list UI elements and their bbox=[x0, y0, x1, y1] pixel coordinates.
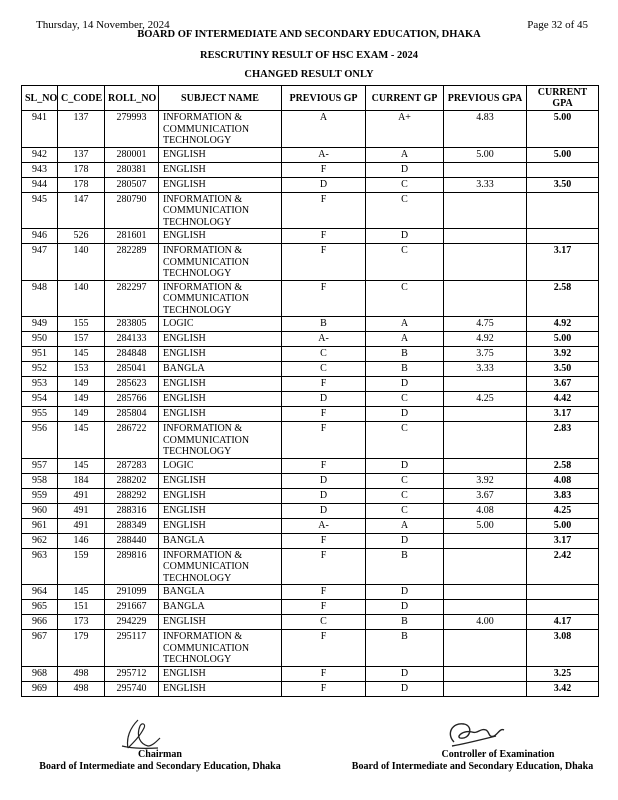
cell-current-gpa: 3.17 bbox=[527, 407, 599, 422]
cell-current-gp: C bbox=[366, 488, 444, 503]
table-row bbox=[22, 317, 599, 332]
cell-previous-gp: D bbox=[282, 473, 366, 488]
cell-sl-no: 954 bbox=[22, 392, 58, 407]
cell-roll-no: 280381 bbox=[105, 162, 159, 177]
table-row bbox=[22, 585, 599, 600]
print-date: Thursday, 14 November, 2024 bbox=[36, 19, 170, 31]
cell-previous-gp: F bbox=[282, 422, 366, 459]
cell-subject-name: ENGLISH bbox=[159, 177, 282, 192]
cell-roll-no: 285804 bbox=[105, 407, 159, 422]
controller-title: Controller of Examination bbox=[441, 749, 555, 760]
cell-roll-no: 289816 bbox=[105, 548, 159, 585]
cell-subject-name: ENGLISH bbox=[159, 503, 282, 518]
cell-current-gp: C bbox=[366, 192, 444, 229]
cell-sl-no: 966 bbox=[22, 615, 58, 630]
cell-previous-gpa: 3.92 bbox=[444, 473, 527, 488]
table-row bbox=[22, 473, 599, 488]
exam-title: RESCRUTINY RESULT OF HSC EXAM - 2024 bbox=[199, 50, 418, 61]
table-row bbox=[22, 347, 599, 362]
cell-roll-no: 280001 bbox=[105, 147, 159, 162]
cell-current-gpa: 5.00 bbox=[527, 147, 599, 162]
cell-current-gp: D bbox=[366, 681, 444, 696]
cell-current-gp: D bbox=[366, 458, 444, 473]
cell-sl-no: 950 bbox=[22, 332, 58, 347]
board-title: BOARD OF INTERMEDIATE AND SECONDARY EDUCATION, DHAKA bbox=[137, 29, 481, 40]
cell-roll-no: 288440 bbox=[105, 533, 159, 548]
controller-signature bbox=[440, 716, 520, 750]
cell-c-code: 498 bbox=[58, 666, 105, 681]
col-current-gp: CURRENT GP bbox=[366, 86, 444, 111]
table-row bbox=[22, 422, 599, 459]
cell-sl-no: 946 bbox=[22, 229, 58, 244]
cell-roll-no: 285623 bbox=[105, 377, 159, 392]
cell-previous-gp: C bbox=[282, 347, 366, 362]
cell-subject-name: INFORMATION & COMMUNICATION TECHNOLOGY bbox=[159, 244, 282, 281]
cell-sl-no: 948 bbox=[22, 280, 58, 317]
header-row bbox=[22, 86, 599, 111]
cell-previous-gp: F bbox=[282, 585, 366, 600]
cell-subject-name: INFORMATION & COMMUNICATION TECHNOLOGY bbox=[159, 422, 282, 459]
cell-sl-no: 967 bbox=[22, 630, 58, 667]
cell-previous-gp: F bbox=[282, 280, 366, 317]
cell-roll-no: 284848 bbox=[105, 347, 159, 362]
cell-current-gpa: 3.17 bbox=[527, 533, 599, 548]
cell-previous-gpa: 3.75 bbox=[444, 347, 527, 362]
cell-previous-gpa bbox=[444, 162, 527, 177]
cell-previous-gpa bbox=[444, 192, 527, 229]
cell-roll-no: 283805 bbox=[105, 317, 159, 332]
cell-subject-name: ENGLISH bbox=[159, 377, 282, 392]
cell-subject-name: ENGLISH bbox=[159, 473, 282, 488]
cell-current-gp: A bbox=[366, 147, 444, 162]
cell-sl-no: 944 bbox=[22, 177, 58, 192]
cell-subject-name: ENGLISH bbox=[159, 229, 282, 244]
cell-c-code: 149 bbox=[58, 392, 105, 407]
cell-current-gpa bbox=[527, 600, 599, 615]
table-row bbox=[22, 332, 599, 347]
table-row bbox=[22, 244, 599, 281]
cell-sl-no: 952 bbox=[22, 362, 58, 377]
cell-current-gpa: 4.92 bbox=[527, 317, 599, 332]
cell-c-code: 145 bbox=[58, 422, 105, 459]
table-row bbox=[22, 392, 599, 407]
report-subtitle: CHANGED RESULT ONLY bbox=[244, 69, 374, 80]
cell-subject-name: BANGLA bbox=[159, 533, 282, 548]
cell-current-gp: D bbox=[366, 407, 444, 422]
cell-sl-no: 942 bbox=[22, 147, 58, 162]
cell-previous-gp: C bbox=[282, 362, 366, 377]
table-row bbox=[22, 666, 599, 681]
cell-sl-no: 943 bbox=[22, 162, 58, 177]
cell-sl-no: 965 bbox=[22, 600, 58, 615]
cell-sl-no: 963 bbox=[22, 548, 58, 585]
cell-previous-gp: F bbox=[282, 377, 366, 392]
cell-previous-gpa: 5.00 bbox=[444, 147, 527, 162]
cell-sl-no: 959 bbox=[22, 488, 58, 503]
cell-current-gpa: 4.25 bbox=[527, 503, 599, 518]
results-table bbox=[21, 85, 599, 697]
table-row bbox=[22, 458, 599, 473]
cell-current-gpa bbox=[527, 162, 599, 177]
table-body bbox=[22, 111, 599, 697]
cell-current-gpa: 5.00 bbox=[527, 518, 599, 533]
cell-sl-no: 957 bbox=[22, 458, 58, 473]
cell-roll-no: 288316 bbox=[105, 503, 159, 518]
cell-subject-name: INFORMATION & COMMUNICATION TECHNOLOGY bbox=[159, 111, 282, 148]
cell-subject-name: BANGLA bbox=[159, 362, 282, 377]
table-row bbox=[22, 488, 599, 503]
cell-roll-no: 287283 bbox=[105, 458, 159, 473]
page-number: Page 32 of 45 bbox=[527, 19, 588, 31]
table-row bbox=[22, 681, 599, 696]
cell-roll-no: 282289 bbox=[105, 244, 159, 281]
cell-current-gpa: 3.42 bbox=[527, 681, 599, 696]
cell-c-code: 137 bbox=[58, 147, 105, 162]
cell-current-gp: C bbox=[366, 244, 444, 281]
cell-sl-no: 941 bbox=[22, 111, 58, 148]
cell-current-gp: A+ bbox=[366, 111, 444, 148]
cell-subject-name: ENGLISH bbox=[159, 147, 282, 162]
cell-previous-gp: F bbox=[282, 666, 366, 681]
cell-previous-gp: A- bbox=[282, 518, 366, 533]
table-row bbox=[22, 280, 599, 317]
cell-previous-gpa bbox=[444, 458, 527, 473]
cell-c-code: 140 bbox=[58, 280, 105, 317]
cell-current-gpa: 3.92 bbox=[527, 347, 599, 362]
table-row bbox=[22, 503, 599, 518]
cell-roll-no: 285041 bbox=[105, 362, 159, 377]
cell-c-code: 145 bbox=[58, 347, 105, 362]
cell-roll-no: 279993 bbox=[105, 111, 159, 148]
cell-sl-no: 951 bbox=[22, 347, 58, 362]
cell-roll-no: 281601 bbox=[105, 229, 159, 244]
cell-sl-no: 947 bbox=[22, 244, 58, 281]
cell-previous-gpa: 4.08 bbox=[444, 503, 527, 518]
cell-current-gp: D bbox=[366, 600, 444, 615]
cell-previous-gp: F bbox=[282, 600, 366, 615]
cell-subject-name: ENGLISH bbox=[159, 407, 282, 422]
cell-previous-gpa bbox=[444, 280, 527, 317]
cell-previous-gpa: 5.00 bbox=[444, 518, 527, 533]
cell-c-code: 140 bbox=[58, 244, 105, 281]
chairman-org: Board of Intermediate and Secondary Education, Dhaka bbox=[39, 761, 281, 772]
cell-subject-name: ENGLISH bbox=[159, 392, 282, 407]
cell-previous-gp: B bbox=[282, 317, 366, 332]
cell-current-gp: C bbox=[366, 503, 444, 518]
cell-previous-gpa: 4.83 bbox=[444, 111, 527, 148]
cell-current-gp: D bbox=[366, 229, 444, 244]
cell-subject-name: ENGLISH bbox=[159, 347, 282, 362]
cell-subject-name: BANGLA bbox=[159, 585, 282, 600]
table-row bbox=[22, 177, 599, 192]
cell-c-code: 149 bbox=[58, 407, 105, 422]
cell-current-gp: C bbox=[366, 473, 444, 488]
cell-current-gp: B bbox=[366, 362, 444, 377]
col-c-code: C_CODE bbox=[58, 86, 105, 111]
cell-c-code: 151 bbox=[58, 600, 105, 615]
cell-roll-no: 282297 bbox=[105, 280, 159, 317]
cell-subject-name: ENGLISH bbox=[159, 162, 282, 177]
cell-c-code: 153 bbox=[58, 362, 105, 377]
cell-previous-gp: D bbox=[282, 177, 366, 192]
cell-subject-name: LOGIC bbox=[159, 317, 282, 332]
cell-previous-gpa: 3.33 bbox=[444, 177, 527, 192]
cell-sl-no: 953 bbox=[22, 377, 58, 392]
cell-c-code: 526 bbox=[58, 229, 105, 244]
cell-c-code: 157 bbox=[58, 332, 105, 347]
cell-previous-gp: F bbox=[282, 229, 366, 244]
cell-previous-gpa: 4.00 bbox=[444, 615, 527, 630]
cell-current-gpa: 3.25 bbox=[527, 666, 599, 681]
cell-previous-gp: F bbox=[282, 630, 366, 667]
col-subject-name: SUBJECT NAME bbox=[159, 86, 282, 111]
cell-previous-gpa bbox=[444, 600, 527, 615]
cell-previous-gpa bbox=[444, 229, 527, 244]
cell-current-gp: D bbox=[366, 666, 444, 681]
cell-sl-no: 949 bbox=[22, 317, 58, 332]
cell-roll-no: 280507 bbox=[105, 177, 159, 192]
cell-roll-no: 294229 bbox=[105, 615, 159, 630]
cell-c-code: 178 bbox=[58, 177, 105, 192]
cell-previous-gpa: 4.25 bbox=[444, 392, 527, 407]
cell-c-code: 173 bbox=[58, 615, 105, 630]
cell-sl-no: 964 bbox=[22, 585, 58, 600]
cell-subject-name: INFORMATION & COMMUNICATION TECHNOLOGY bbox=[159, 192, 282, 229]
cell-previous-gp: F bbox=[282, 533, 366, 548]
cell-current-gp: B bbox=[366, 347, 444, 362]
table-row bbox=[22, 362, 599, 377]
cell-current-gpa: 4.08 bbox=[527, 473, 599, 488]
chairman-signature bbox=[100, 718, 170, 752]
cell-roll-no: 295740 bbox=[105, 681, 159, 696]
cell-previous-gpa bbox=[444, 422, 527, 459]
cell-roll-no: 286722 bbox=[105, 422, 159, 459]
col-roll-no: ROLL_NO bbox=[105, 86, 159, 111]
cell-subject-name: INFORMATION & COMMUNICATION TECHNOLOGY bbox=[159, 630, 282, 667]
table-row bbox=[22, 630, 599, 667]
table-row bbox=[22, 229, 599, 244]
cell-previous-gpa bbox=[444, 585, 527, 600]
cell-sl-no: 960 bbox=[22, 503, 58, 518]
cell-previous-gp: F bbox=[282, 407, 366, 422]
cell-previous-gpa bbox=[444, 533, 527, 548]
cell-previous-gpa: 3.67 bbox=[444, 488, 527, 503]
cell-sl-no: 969 bbox=[22, 681, 58, 696]
cell-roll-no: 291099 bbox=[105, 585, 159, 600]
cell-previous-gp: C bbox=[282, 615, 366, 630]
cell-roll-no: 295117 bbox=[105, 630, 159, 667]
cell-subject-name: ENGLISH bbox=[159, 681, 282, 696]
cell-c-code: 159 bbox=[58, 548, 105, 585]
cell-c-code: 178 bbox=[58, 162, 105, 177]
cell-current-gp: C bbox=[366, 422, 444, 459]
cell-sl-no: 968 bbox=[22, 666, 58, 681]
cell-subject-name: BANGLA bbox=[159, 600, 282, 615]
table-row bbox=[22, 377, 599, 392]
cell-roll-no: 280790 bbox=[105, 192, 159, 229]
cell-previous-gp: F bbox=[282, 244, 366, 281]
cell-current-gpa: 3.50 bbox=[527, 362, 599, 377]
col-previous-gpa: PREVIOUS GPA bbox=[444, 86, 527, 111]
cell-previous-gp: F bbox=[282, 458, 366, 473]
cell-subject-name: INFORMATION & COMMUNICATION TECHNOLOGY bbox=[159, 280, 282, 317]
cell-roll-no: 288202 bbox=[105, 473, 159, 488]
cell-current-gpa: 4.42 bbox=[527, 392, 599, 407]
cell-current-gp: D bbox=[366, 533, 444, 548]
cell-c-code: 184 bbox=[58, 473, 105, 488]
cell-roll-no: 291667 bbox=[105, 600, 159, 615]
cell-previous-gpa: 4.75 bbox=[444, 317, 527, 332]
cell-current-gp: D bbox=[366, 377, 444, 392]
controller-org: Board of Intermediate and Secondary Education, Dhaka bbox=[351, 761, 594, 772]
cell-previous-gp: F bbox=[282, 162, 366, 177]
cell-c-code: 491 bbox=[58, 488, 105, 503]
cell-current-gpa: 2.42 bbox=[527, 548, 599, 585]
cell-current-gpa: 5.00 bbox=[527, 332, 599, 347]
cell-c-code: 491 bbox=[58, 518, 105, 533]
cell-subject-name: ENGLISH bbox=[159, 518, 282, 533]
cell-subject-name: ENGLISH bbox=[159, 615, 282, 630]
cell-previous-gpa bbox=[444, 666, 527, 681]
cell-c-code: 179 bbox=[58, 630, 105, 667]
cell-subject-name: ENGLISH bbox=[159, 488, 282, 503]
table-row bbox=[22, 533, 599, 548]
cell-current-gpa: 3.08 bbox=[527, 630, 599, 667]
table-row bbox=[22, 192, 599, 229]
cell-previous-gp: A- bbox=[282, 332, 366, 347]
cell-c-code: 149 bbox=[58, 377, 105, 392]
table-row bbox=[22, 162, 599, 177]
chairman-title: Chairman bbox=[138, 749, 182, 760]
cell-current-gp: D bbox=[366, 585, 444, 600]
cell-sl-no: 955 bbox=[22, 407, 58, 422]
cell-previous-gpa bbox=[444, 377, 527, 392]
cell-previous-gp: F bbox=[282, 192, 366, 229]
table-row bbox=[22, 600, 599, 615]
cell-current-gpa: 3.17 bbox=[527, 244, 599, 281]
cell-previous-gp: A bbox=[282, 111, 366, 148]
cell-sl-no: 945 bbox=[22, 192, 58, 229]
cell-current-gpa: 2.58 bbox=[527, 280, 599, 317]
cell-current-gpa: 5.00 bbox=[527, 111, 599, 148]
cell-current-gp: A bbox=[366, 332, 444, 347]
cell-roll-no: 285766 bbox=[105, 392, 159, 407]
cell-roll-no: 284133 bbox=[105, 332, 159, 347]
table-row bbox=[22, 407, 599, 422]
cell-previous-gpa bbox=[444, 244, 527, 281]
cell-c-code: 137 bbox=[58, 111, 105, 148]
cell-current-gpa bbox=[527, 585, 599, 600]
cell-previous-gpa bbox=[444, 407, 527, 422]
cell-current-gpa: 4.17 bbox=[527, 615, 599, 630]
cell-c-code: 146 bbox=[58, 533, 105, 548]
cell-current-gp: B bbox=[366, 630, 444, 667]
cell-previous-gpa bbox=[444, 548, 527, 585]
table-row bbox=[22, 111, 599, 148]
cell-current-gp: C bbox=[366, 177, 444, 192]
cell-previous-gpa bbox=[444, 630, 527, 667]
cell-c-code: 498 bbox=[58, 681, 105, 696]
col-sl-no: SL_NO bbox=[22, 86, 58, 111]
cell-current-gpa: 2.58 bbox=[527, 458, 599, 473]
cell-previous-gp: A- bbox=[282, 147, 366, 162]
cell-c-code: 155 bbox=[58, 317, 105, 332]
cell-sl-no: 961 bbox=[22, 518, 58, 533]
cell-previous-gp: F bbox=[282, 681, 366, 696]
cell-roll-no: 295712 bbox=[105, 666, 159, 681]
cell-c-code: 145 bbox=[58, 585, 105, 600]
cell-current-gpa: 3.67 bbox=[527, 377, 599, 392]
cell-current-gp: C bbox=[366, 280, 444, 317]
cell-current-gp: A bbox=[366, 317, 444, 332]
cell-roll-no: 288292 bbox=[105, 488, 159, 503]
cell-sl-no: 956 bbox=[22, 422, 58, 459]
cell-previous-gp: D bbox=[282, 392, 366, 407]
cell-current-gpa: 2.83 bbox=[527, 422, 599, 459]
table-row bbox=[22, 518, 599, 533]
cell-current-gpa: 3.83 bbox=[527, 488, 599, 503]
cell-current-gp: B bbox=[366, 615, 444, 630]
cell-current-gp: A bbox=[366, 518, 444, 533]
cell-current-gpa bbox=[527, 229, 599, 244]
cell-previous-gp: D bbox=[282, 503, 366, 518]
col-current-gpa: CURRENT GPA bbox=[527, 86, 599, 111]
cell-previous-gpa bbox=[444, 681, 527, 696]
cell-current-gp: C bbox=[366, 392, 444, 407]
cell-c-code: 491 bbox=[58, 503, 105, 518]
cell-sl-no: 958 bbox=[22, 473, 58, 488]
cell-subject-name: ENGLISH bbox=[159, 332, 282, 347]
cell-c-code: 147 bbox=[58, 192, 105, 229]
cell-roll-no: 288349 bbox=[105, 518, 159, 533]
cell-previous-gpa: 3.33 bbox=[444, 362, 527, 377]
cell-subject-name: LOGIC bbox=[159, 458, 282, 473]
cell-previous-gp: F bbox=[282, 548, 366, 585]
table-row bbox=[22, 147, 599, 162]
cell-current-gp: B bbox=[366, 548, 444, 585]
cell-previous-gp: D bbox=[282, 488, 366, 503]
cell-c-code: 145 bbox=[58, 458, 105, 473]
table-row bbox=[22, 548, 599, 585]
cell-subject-name: ENGLISH bbox=[159, 666, 282, 681]
col-previous-gp: PREVIOUS GP bbox=[282, 86, 366, 111]
cell-current-gpa bbox=[527, 192, 599, 229]
cell-sl-no: 962 bbox=[22, 533, 58, 548]
cell-previous-gpa: 4.92 bbox=[444, 332, 527, 347]
cell-current-gp: D bbox=[366, 162, 444, 177]
table-row bbox=[22, 615, 599, 630]
cell-subject-name: INFORMATION & COMMUNICATION TECHNOLOGY bbox=[159, 548, 282, 585]
cell-current-gpa: 3.50 bbox=[527, 177, 599, 192]
